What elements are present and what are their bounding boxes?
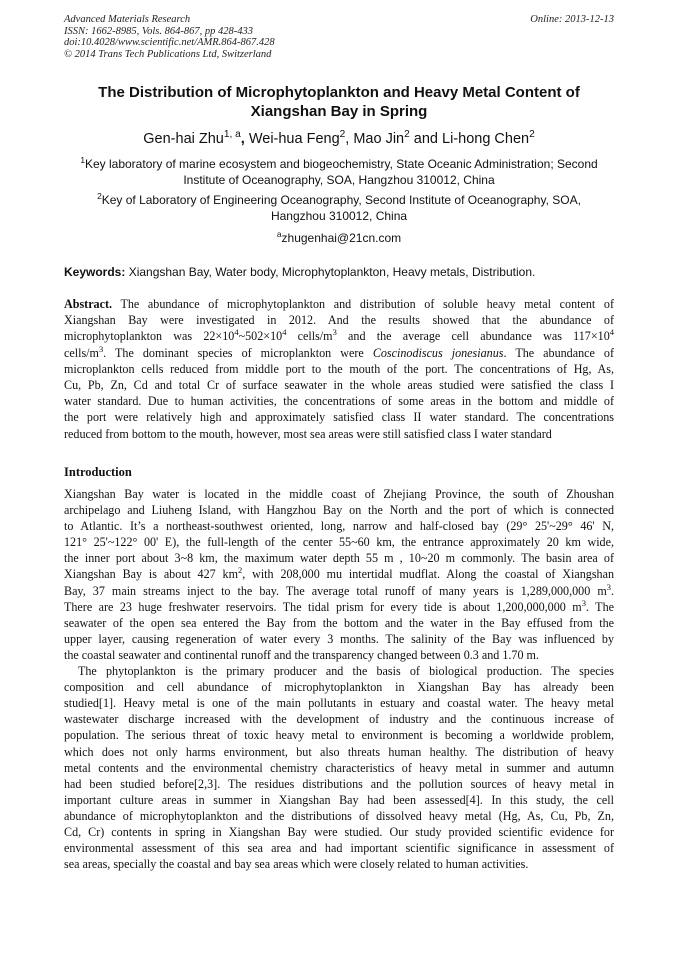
- intro-line: composition and cell abundance of microphytoplankton in Xiangshan Bay has already been: [64, 680, 614, 695]
- abstract: [64, 296, 614, 442]
- affiliation-2-line-1: Key of Laboratory of Engineering Oceanography, Second Institute of Oceanography, SOA,: [101, 193, 581, 207]
- affiliation-1: [64, 157, 614, 188]
- intro-line: which does not only harms environment, but also threats human healthy. The distribution of heavy: [64, 744, 614, 759]
- affiliation-2-mark: 2: [97, 191, 102, 201]
- abstract-line: microphytoplankton was $22\times 10^4\sim 502\times 10^4$ cells/$m^3$ and the average cell abundance was $117\times 10^4$: [64, 327, 614, 344]
- title-line-2: Xiangshan Bay in Spring: [250, 103, 428, 120]
- abstract-line: reduced from bottom to the mouth, however, most sea areas were still satisfied class I water standard: [64, 426, 552, 441]
- intro-line: There are 23 huge freshwater reservoirs. The tidal prism for every tide is about 1,200,000,000 $m^3$. The: [64, 597, 614, 614]
- email-mark: a: [276, 229, 282, 239]
- affiliation-1-line-2: Institute of Oceanography, SOA, Hangzhou 310012, China: [183, 172, 495, 187]
- online-date: Online: 2013-12-13: [530, 14, 614, 25]
- abstract-label: Abstract.: [64, 297, 113, 311]
- keywords-label: Keywords:: [64, 265, 126, 279]
- author-2-affil: 2: [339, 129, 346, 141]
- email-line: [64, 231, 614, 247]
- intro-line: metal contents and the environmental chemistry characteristics of heavy metal in summer and autumn: [64, 760, 614, 775]
- intro-line: Xiangshan Bay water is located in the middle coast of Zhejiang Province, the south of Zhoushan: [64, 487, 614, 501]
- intro-line: had been studied before[2,3]. The residues distributions and the pollution sources of heavy metal in: [64, 776, 614, 791]
- author-sep: ,: [240, 131, 249, 147]
- copyright-line: © 2014 Trans Tech Publications Ltd, Switzerland: [64, 48, 272, 60]
- author-4: Li-hong Chen: [442, 131, 530, 147]
- intro-line: Cd, Cr) contents in spring in Xiangshan Bay were studied. Our study provided scientific evidence for: [64, 824, 614, 839]
- author-1: Gen-hai Zhu: [143, 131, 224, 147]
- affiliation-2-line-2: Hangzhou 310012, China: [270, 208, 408, 223]
- intro-line: upper layer, causing regeneration of water every 3 months. The salinity of the Bay was influenced by: [64, 631, 614, 646]
- abstract-line: The abundance of microphytoplankton and distribution of soluble heavy metal content of: [112, 297, 614, 311]
- journal-name: Advanced Materials Research: [64, 14, 191, 25]
- keywords: [64, 265, 614, 280]
- author-sep: and: [409, 131, 443, 147]
- species-name: Coscinodiscus jonesianus: [372, 345, 504, 360]
- intro-line: Xiangshan Bay is about 427 $km^2$, with 208,000 mu intertidal mudflat. Along the coastal of Xiangshan: [64, 565, 614, 582]
- author-4-affil: 2: [529, 129, 535, 141]
- abstract-line: water standard. Due to human activities, the concentrations of some areas in the bottom and middle of: [64, 394, 614, 409]
- author-email: zhugenhai@21cn.com: [281, 231, 402, 245]
- paper-title: [64, 83, 614, 121]
- author-3-affil: 2: [404, 129, 410, 141]
- journal-header: [64, 14, 275, 60]
- intro-line: archipelago and Liuheng Island, with Hangzhou Bay on the North and the port of which is connected: [64, 503, 614, 518]
- abstract-line: cells/$m^3$. The dominant species of microplankton were Coscinodiscus jonesianus. The abundance of: [64, 343, 614, 360]
- intro-line: sea areas, specially the coastal and bay sea areas which were closely related to human activities.: [64, 857, 529, 872]
- intro-line: important culture areas in summer in Xiangshan Bay had been assessed[4]. In this study, the cell: [64, 792, 614, 807]
- abstract-line: Cu, Pb, Zn, Cd and total Cr of surface seawater in the whole areas studied were satisfied the class I: [64, 377, 614, 392]
- intro-line: studied[1]. Heavy metal is one of the main pollutants in estuary and coastal water. The heavy metal: [64, 696, 614, 711]
- intro-line: environmental assessment of this sea area and had important scientific significance in assessment of: [64, 841, 614, 856]
- keywords-text: Xiangshan Bay, Water body, Microphytoplankton, Heavy metals, Distribution.: [125, 265, 536, 279]
- author-list: [64, 130, 614, 148]
- intro-line: Bay, 37 main streams inject to the bay. The average total runoff of many years is 1,289,000,000 $m^3$.: [64, 581, 614, 598]
- title-line-1: The Distribution of Microphytoplankton and Heavy Metal Content of: [98, 84, 580, 101]
- abstract-line: microplankton cells reduced from middle port to the mouth of the port. The concentrations of Hg, As,: [64, 361, 614, 376]
- author-3: Mao Jin: [353, 131, 405, 147]
- doi-line: doi:10.4028/www.scientific.net/AMR.864-867.428: [64, 37, 275, 48]
- intro-line: wastewater discharge increased with the development of industry and the continuous increase of: [64, 712, 614, 727]
- affiliation-1-line-1: Key laboratory of marine ecosystem and biogeochemistry, State Oceanic Administration; Second: [84, 157, 598, 171]
- affiliation-2: [64, 193, 614, 224]
- introduction-body: [64, 486, 614, 872]
- intro-line: The phytoplankton is the primary producer and the basis of biological production. The species: [78, 664, 614, 679]
- author-1-affil: 1, a: [223, 129, 241, 141]
- intro-line: 121° 25'~122° 00' E), the full-length of the center 55~60 km, the entrance approximately 20 km wide,: [64, 535, 614, 550]
- intro-line: the coastal seawater and continental runoff and the transparency changed between 0.3 and 1.70 m.: [64, 647, 539, 662]
- intro-line: to Atlantic. It’s a northeast-southwest oriented, long, narrow and half-closed bay (29° 25'~29° 46' N,: [64, 519, 614, 534]
- section-heading-introduction: Introduction: [64, 465, 132, 479]
- abstract-line: Xiangshan Bay were investigated in 2012. And the results showed that the abundance of: [64, 313, 614, 328]
- issn-line: ISSN: 1662-8985, Vols. 864-867, pp 428-433: [64, 25, 253, 37]
- intro-line: the inner port about 3~8 km, the maximum water depth 55 m , 10~20 m commonly. The basin area of: [64, 551, 614, 566]
- affiliation-1-mark: 1: [80, 155, 85, 165]
- intro-line: seawater of the open sea entered the Bay from the bottom and the water in the Bay effused from the: [64, 615, 614, 630]
- abstract-line: the port were relatively high and approximately satisfied class II water standard. The concentrations: [64, 410, 614, 425]
- intro-line: population. The serious threat of toxic heavy metal to environment is becoming a worldwide problem,: [64, 728, 614, 743]
- author-2: Wei-hua Feng: [248, 131, 340, 147]
- author-sep: ,: [345, 131, 354, 147]
- intro-line: abundance of microphytoplankton and the distributions of dissolved heavy metal (Hg, As, Cu, Pb, Zn,: [64, 808, 614, 823]
